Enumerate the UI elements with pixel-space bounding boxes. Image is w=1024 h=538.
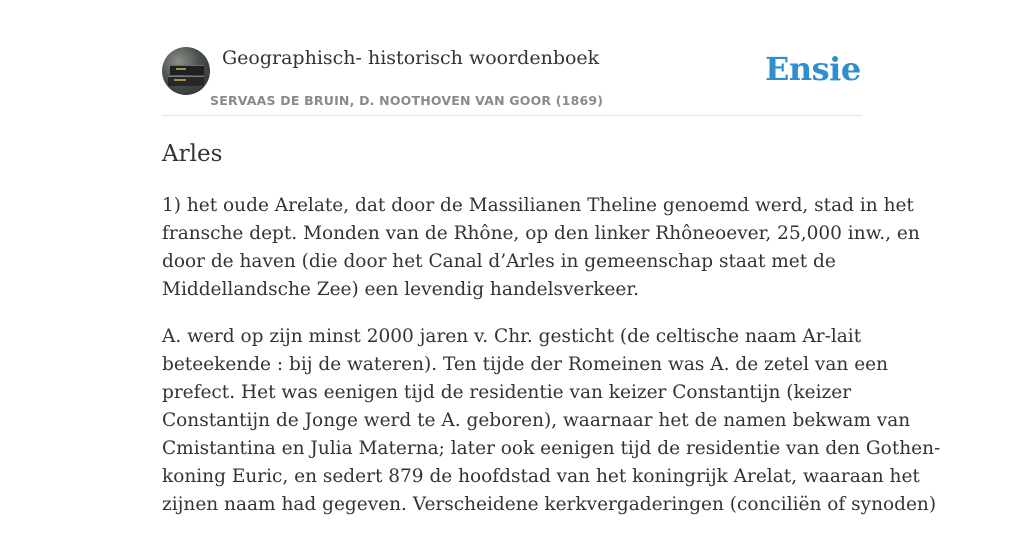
text-line: door de haven (die door het Canal d’Arles in gemeenschap staat met de bbox=[162, 251, 836, 272]
entry-content bbox=[162, 192, 941, 538]
book-avatar[interactable] bbox=[162, 47, 210, 95]
text-line: Cmistantina en Julia Materna; later ook eenigen tijd de residentie van den Gothen- bbox=[162, 438, 941, 459]
text-line: zijnen naam had gegeven. Verscheidene kerkvergaderingen (conciliën of synoden) bbox=[162, 494, 937, 515]
gold-lettering-decoration bbox=[174, 79, 186, 81]
text-line: prefect. Het was eenigen tijd de residentie van keizer Constantijn (keizer bbox=[162, 382, 852, 403]
book-title-link[interactable]: Geographisch- historisch woordenboek bbox=[222, 47, 600, 69]
gold-lettering-decoration bbox=[176, 68, 186, 70]
text-line: 1) het oude Arelate, dat door de Massilianen Theline genoemd werd, stad in het bbox=[162, 195, 914, 216]
book-spine-decoration bbox=[168, 76, 204, 86]
book-author: SERVAAS DE BRUIN, D. NOOTHOVEN VAN GOOR (1869) bbox=[210, 93, 604, 108]
entry-title: Arles bbox=[162, 141, 223, 167]
book-spine-decoration bbox=[170, 65, 204, 75]
header-divider bbox=[162, 115, 862, 116]
text-line: Middellandsche Zee) een levendig handelsverkeer. bbox=[162, 279, 640, 300]
text-line: koning Euric, en sedert 879 de hoofdstad van het koningrijk Arelat, waaraan het bbox=[162, 466, 920, 487]
text-line: fransche dept. Monden van de Rhône, op den linker Rhôneoever, 25,000 inw., en bbox=[162, 223, 920, 244]
entry-paragraph bbox=[162, 192, 920, 304]
text-line: beteekende : bij de wateren). Ten tijde der Romeinen was A. de zetel van een bbox=[162, 354, 889, 375]
text-line: A. werd op zijn minst 2000 jaren v. Chr. gesticht (de celtische naam Ar-lait bbox=[162, 326, 862, 347]
entry-paragraph bbox=[162, 323, 941, 519]
text-line: Constantijn de Jonge werd te A. geboren), waarnaar het de namen bekwam van bbox=[162, 410, 911, 431]
ensie-logo[interactable]: Ensie bbox=[765, 50, 861, 88]
